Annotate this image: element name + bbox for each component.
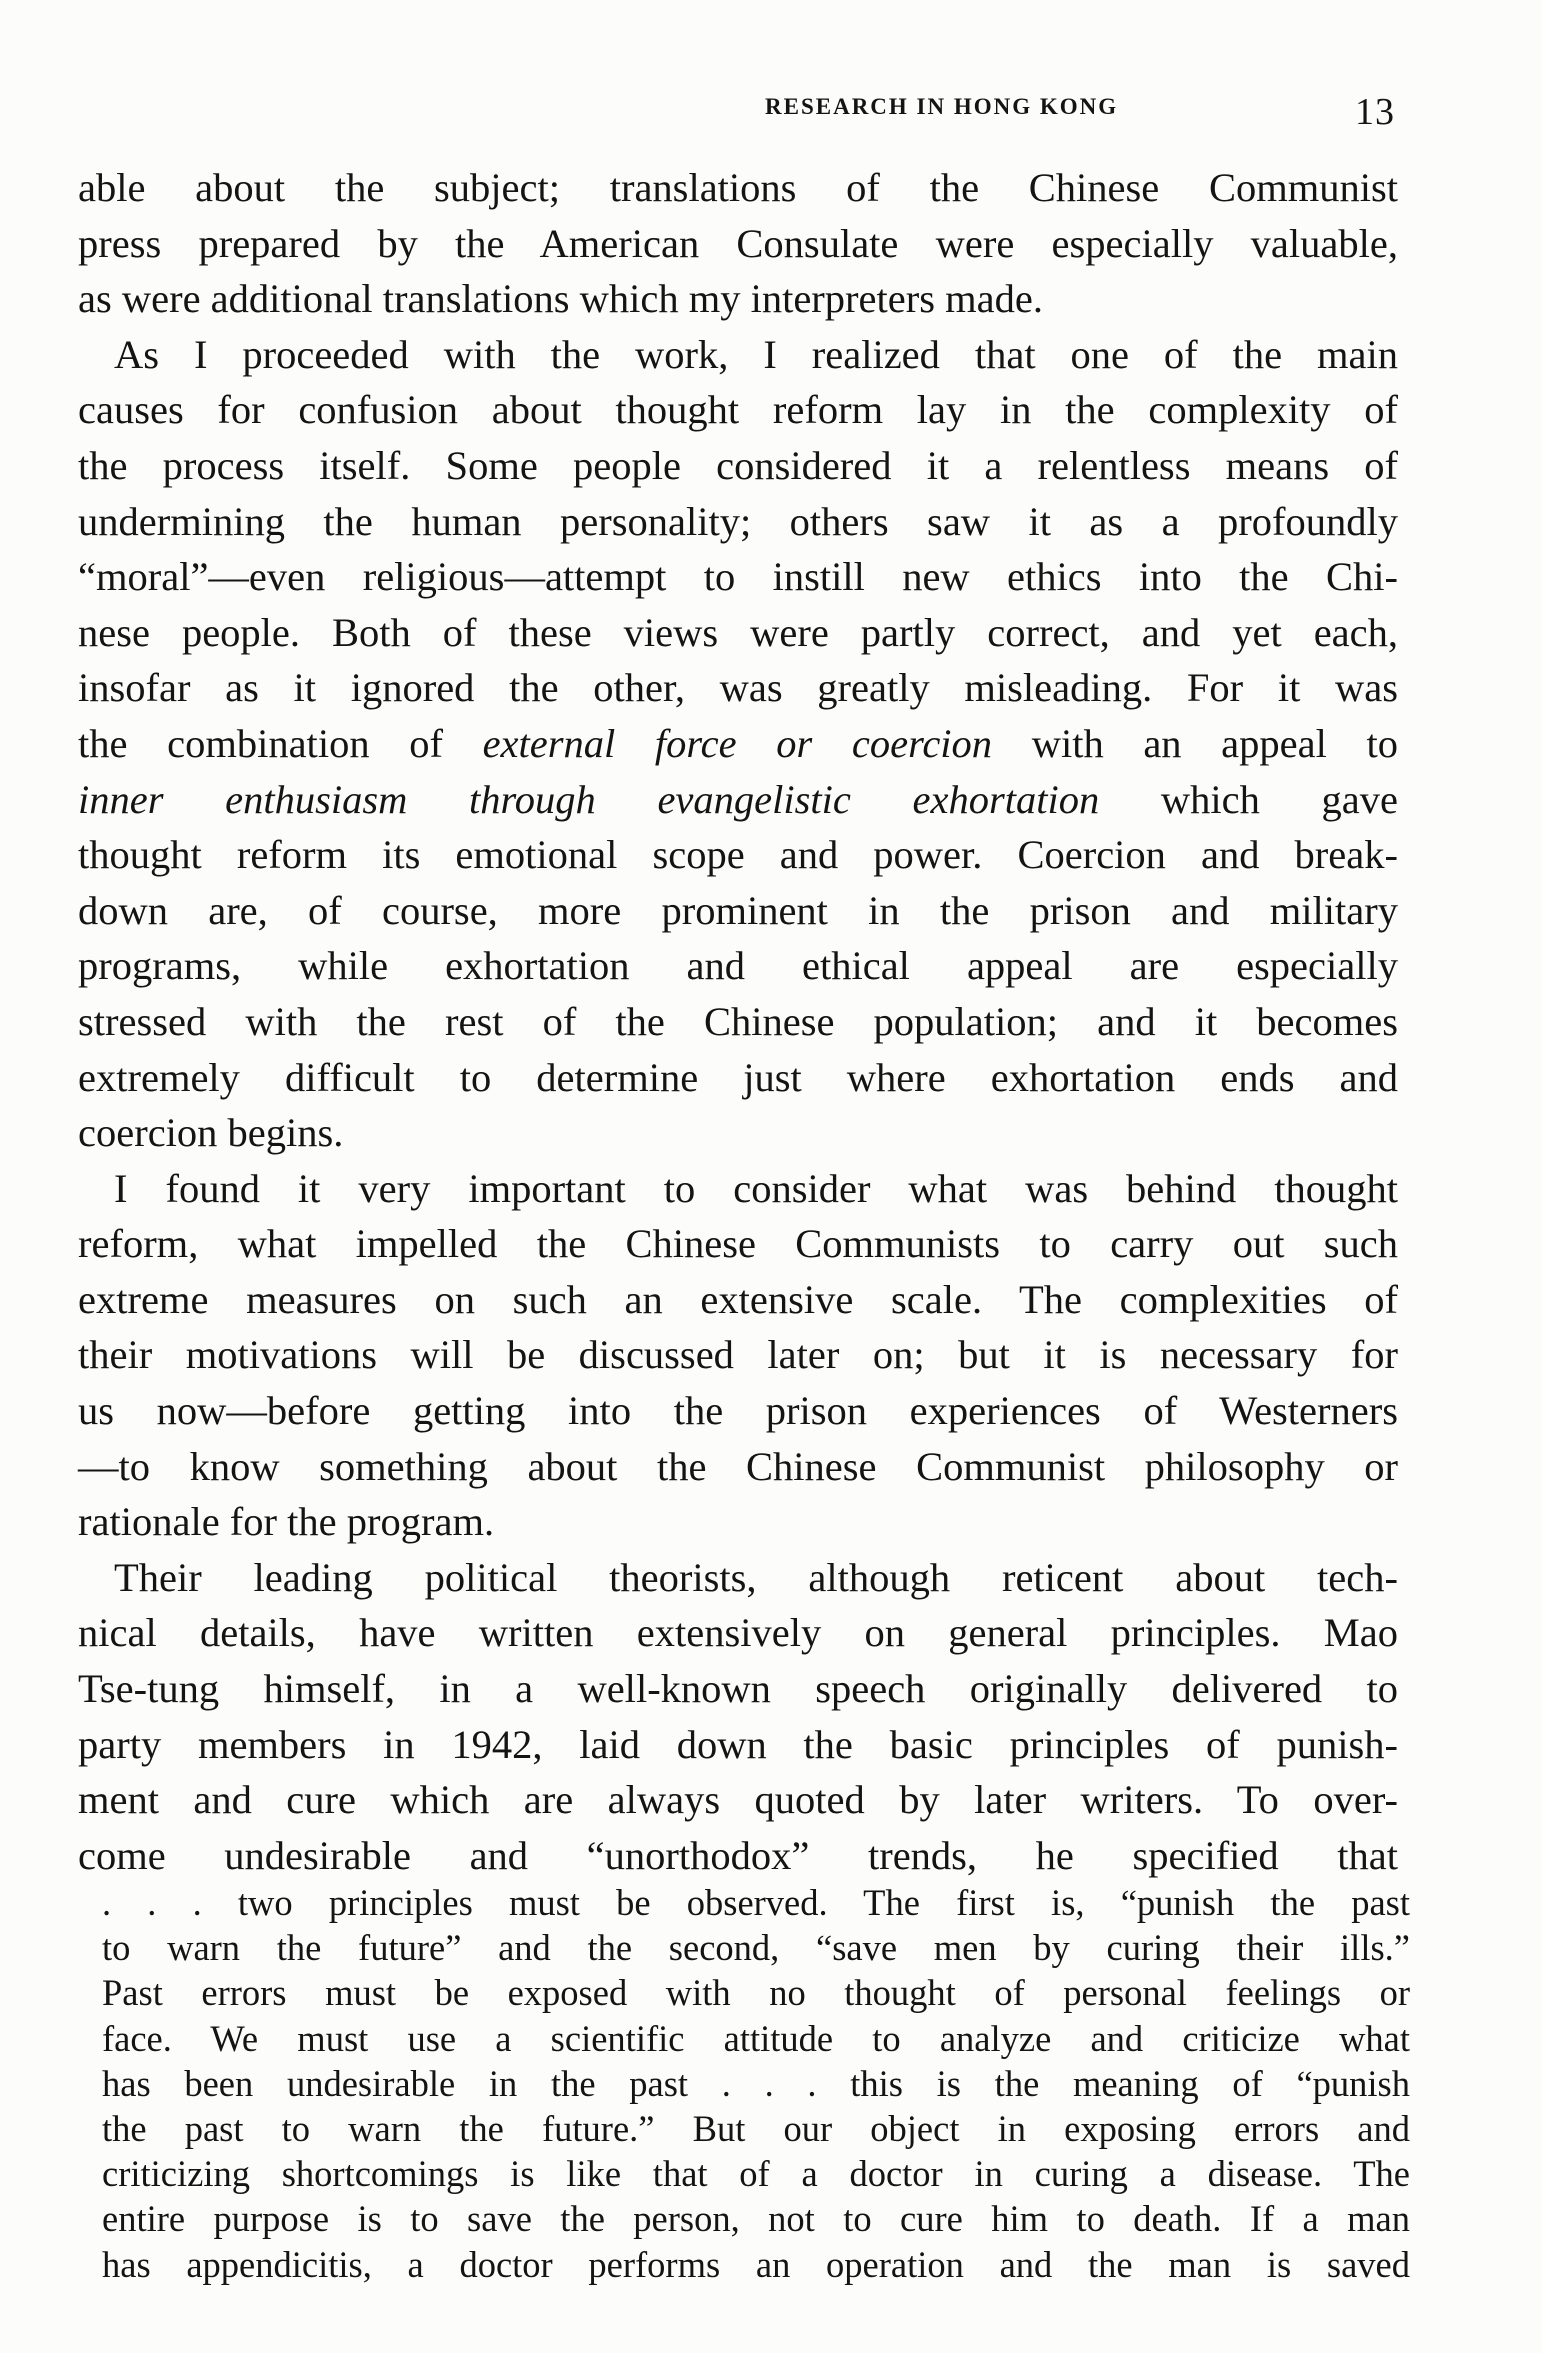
text-line: down are, of course, more prominent in the prison and military — [78, 887, 1398, 933]
running-head: RESEARCH IN HONG KONG — [765, 94, 1119, 119]
text-line: party members in 1942, laid down the basic principles of punish- — [78, 1721, 1398, 1767]
paragraph-2 — [78, 327, 1398, 1161]
text-line: I found it very important to consider what was behind thought — [114, 1165, 1398, 1211]
quote-line: entire purpose is to save the person, not to cure him to death. If a man — [102, 2198, 1410, 2240]
text-line: causes for confusion about thought reform lay in the complexity of — [78, 387, 1398, 433]
text-line: reform, what impelled the Chinese Communists to carry out such — [78, 1221, 1398, 1267]
text-line: —to know something about the Chinese Communist philosophy or — [78, 1443, 1398, 1489]
paragraph-4 — [78, 1550, 1398, 1884]
italic-phrase: inner enthusiasm through evangelistic exhortation — [78, 776, 1100, 822]
text-line: press prepared by the American Consulate were especially valuable, — [78, 220, 1398, 266]
text-segment: with an appeal to — [992, 720, 1398, 766]
text-line: programs, while exhortation and ethical appeal are especially — [78, 943, 1398, 989]
quote-line: criticizing shortcomings is like that of a doctor in curing a disease. The — [102, 2153, 1410, 2195]
quote-line: has appendicitis, a doctor performs an operation and the man is saved — [102, 2243, 1410, 2285]
text-line: come undesirable and “unorthodox” trends, he specified that — [78, 1832, 1398, 1878]
text-line: as were additional translations which my interpreters made. — [78, 276, 1043, 322]
text-line: As I proceeded with the work, I realized that one of the main — [114, 331, 1398, 377]
quote-line: to warn the future” and the second, “save men by curing their ills.” — [102, 1927, 1410, 1969]
quote-line: face. We must use a scientific attitude to analyze and criticize what — [102, 2017, 1410, 2059]
page-header — [765, 92, 1405, 134]
page-number: 13 — [1355, 91, 1395, 133]
block-quote — [102, 1880, 1410, 2287]
text-segment: the combination of — [78, 720, 483, 766]
text-line: stressed with the rest of the Chinese population; and it becomes — [78, 998, 1398, 1044]
text-line-mixed — [78, 716, 1398, 772]
italic-phrase: external force or coercion — [482, 720, 993, 766]
text-line: insofar as it ignored the other, was greatly misleading. For it was — [78, 665, 1398, 711]
text-line: nese people. Both of these views were partly correct, and yet each, — [78, 609, 1398, 655]
paragraph-1 — [78, 160, 1398, 327]
text-line: undermining the human personality; others saw it as a profoundly — [78, 498, 1398, 544]
text-line: nical details, have written extensively on general principles. Mao — [78, 1610, 1398, 1656]
quote-line: the past to warn the future.” But our object in exposing errors and — [102, 2107, 1410, 2149]
text-line: their motivations will be discussed later on; but it is necessary for — [78, 1332, 1398, 1378]
text-line: rationale for the program. — [78, 1499, 495, 1545]
text-line: Tse-tung himself, in a well-known speech originally delivered to — [78, 1666, 1398, 1712]
quote-line: Past errors must be exposed with no thought of personal feelings or — [102, 1972, 1410, 2014]
text-line: us now—before getting into the prison experiences of Westerners — [78, 1388, 1398, 1434]
paragraph-3 — [78, 1161, 1398, 1550]
text-line: coercion begins. — [78, 1110, 344, 1156]
text-line: Their leading political theorists, although reticent about tech- — [114, 1554, 1398, 1600]
text-line: the process itself. Some people considered it a relentless means of — [78, 442, 1398, 488]
text-line-mixed — [78, 772, 1398, 828]
text-line: extreme measures on such an extensive scale. The complexities of — [78, 1276, 1398, 1322]
text-segment: which gave — [1099, 776, 1398, 822]
quote-line: . . . two principles must be observed. The first is, “punish the past — [102, 1882, 1410, 1923]
text-line: “moral”—even religious—attempt to instill new ethics into the Chi- — [78, 554, 1398, 600]
text-line: ment and cure which are always quoted by later writers. To over- — [78, 1777, 1398, 1823]
text-line: thought reform its emotional scope and power. Coercion and break- — [78, 832, 1398, 878]
quote-line: has been undesirable in the past . . . this is the meaning of “punish — [102, 2062, 1410, 2104]
text-line: extremely difficult to determine just where exhortation ends and — [78, 1054, 1398, 1100]
text-line: able about the subject; translations of the Chinese Communist — [78, 165, 1398, 210]
body-text — [78, 160, 1398, 1883]
